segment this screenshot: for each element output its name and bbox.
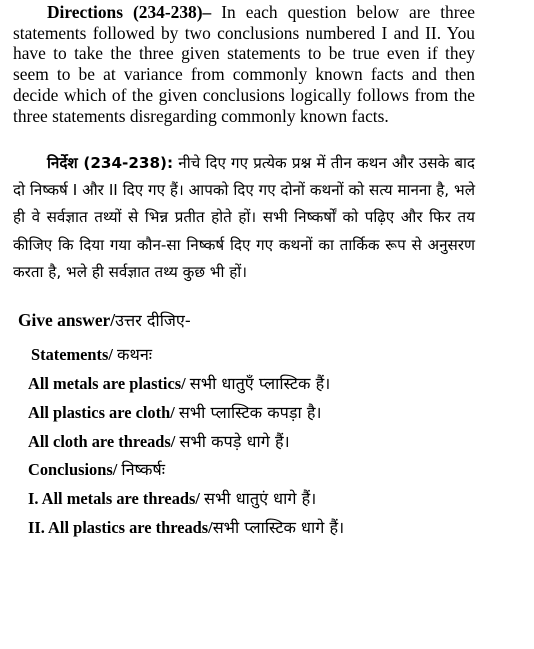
give-answer-english: Give answer/ (18, 310, 116, 330)
statements-label-english: Statements/ (31, 345, 118, 364)
conclusions-label-english: Conclusions/ (28, 460, 122, 479)
statements-label-hindi: कथनः (117, 345, 153, 364)
directions-english (13, 2, 475, 126)
conclusion-1-english: I. All metals are threads/ (28, 489, 205, 508)
statement-2-english: All plastics are cloth/ (28, 403, 179, 422)
conclusion-2-english: II. All plastics are threads/ (28, 518, 213, 537)
conclusion-1-hindi: सभी धातुएं धागे हैं। (204, 489, 317, 508)
directions-heading-english: Directions (234-238)– (47, 2, 212, 22)
give-answer-hindi: उत्तर दीजिए- (115, 311, 191, 330)
directions-text-hindi: नीचे दिए गए प्रत्येक प्रश्न में तीन कथन और उसके बाद दो निष्कर्ष I और II दिए गए हैं। आपको दिए गए दोनों कथनों को सत्य मानना है, भले ही वे सर्वज्ञात तथ्यों से भिन्न प्रतीत होते हों। सभी निष्कर्षों को पढ़िए और फिर तय कीजिए कि दिया गया कौन-सा निष्कर्ष दिए गए कथनों का तार्किक रूप से अनुसरण करता है, भले ही सर्वज्ञात तथ्य कुछ भी हों। (13, 154, 475, 281)
conclusions-label-hindi: निष्कर्षः (121, 460, 165, 479)
statement-2-hindi: सभी प्लास्टिक कपड़ा है। (178, 403, 322, 422)
statement-3 (28, 430, 290, 452)
directions-heading-hindi: निर्देश (234-238): (47, 154, 174, 172)
statement-1-english: All metals are plastics/ (28, 374, 190, 393)
directions-text-english: In each question below are three statements followed by two conclusions numbered I and II. You have to take the three given statements to be true even if they seem to be at variance from commonly known facts and then decide which of the given conclusions logically follows from the three statements disregarding commonly known facts. (13, 2, 475, 126)
statement-2 (28, 401, 322, 423)
conclusion-2-hindi: सभी प्लास्टिक धागे हैं। (212, 518, 345, 537)
conclusions-label (28, 458, 165, 480)
statements-label (31, 343, 152, 365)
conclusion-2 (28, 516, 344, 538)
statement-1-hindi: सभी धातुएँ प्लास्टिक हैं। (189, 374, 331, 393)
give-answer-line (18, 309, 191, 331)
statement-3-english: All cloth are threads/ (28, 432, 180, 451)
conclusion-1 (28, 487, 316, 509)
directions-hindi (13, 150, 475, 286)
statement-3-hindi: सभी कपड़े धागे हैं। (179, 432, 290, 451)
statement-1 (28, 372, 330, 394)
